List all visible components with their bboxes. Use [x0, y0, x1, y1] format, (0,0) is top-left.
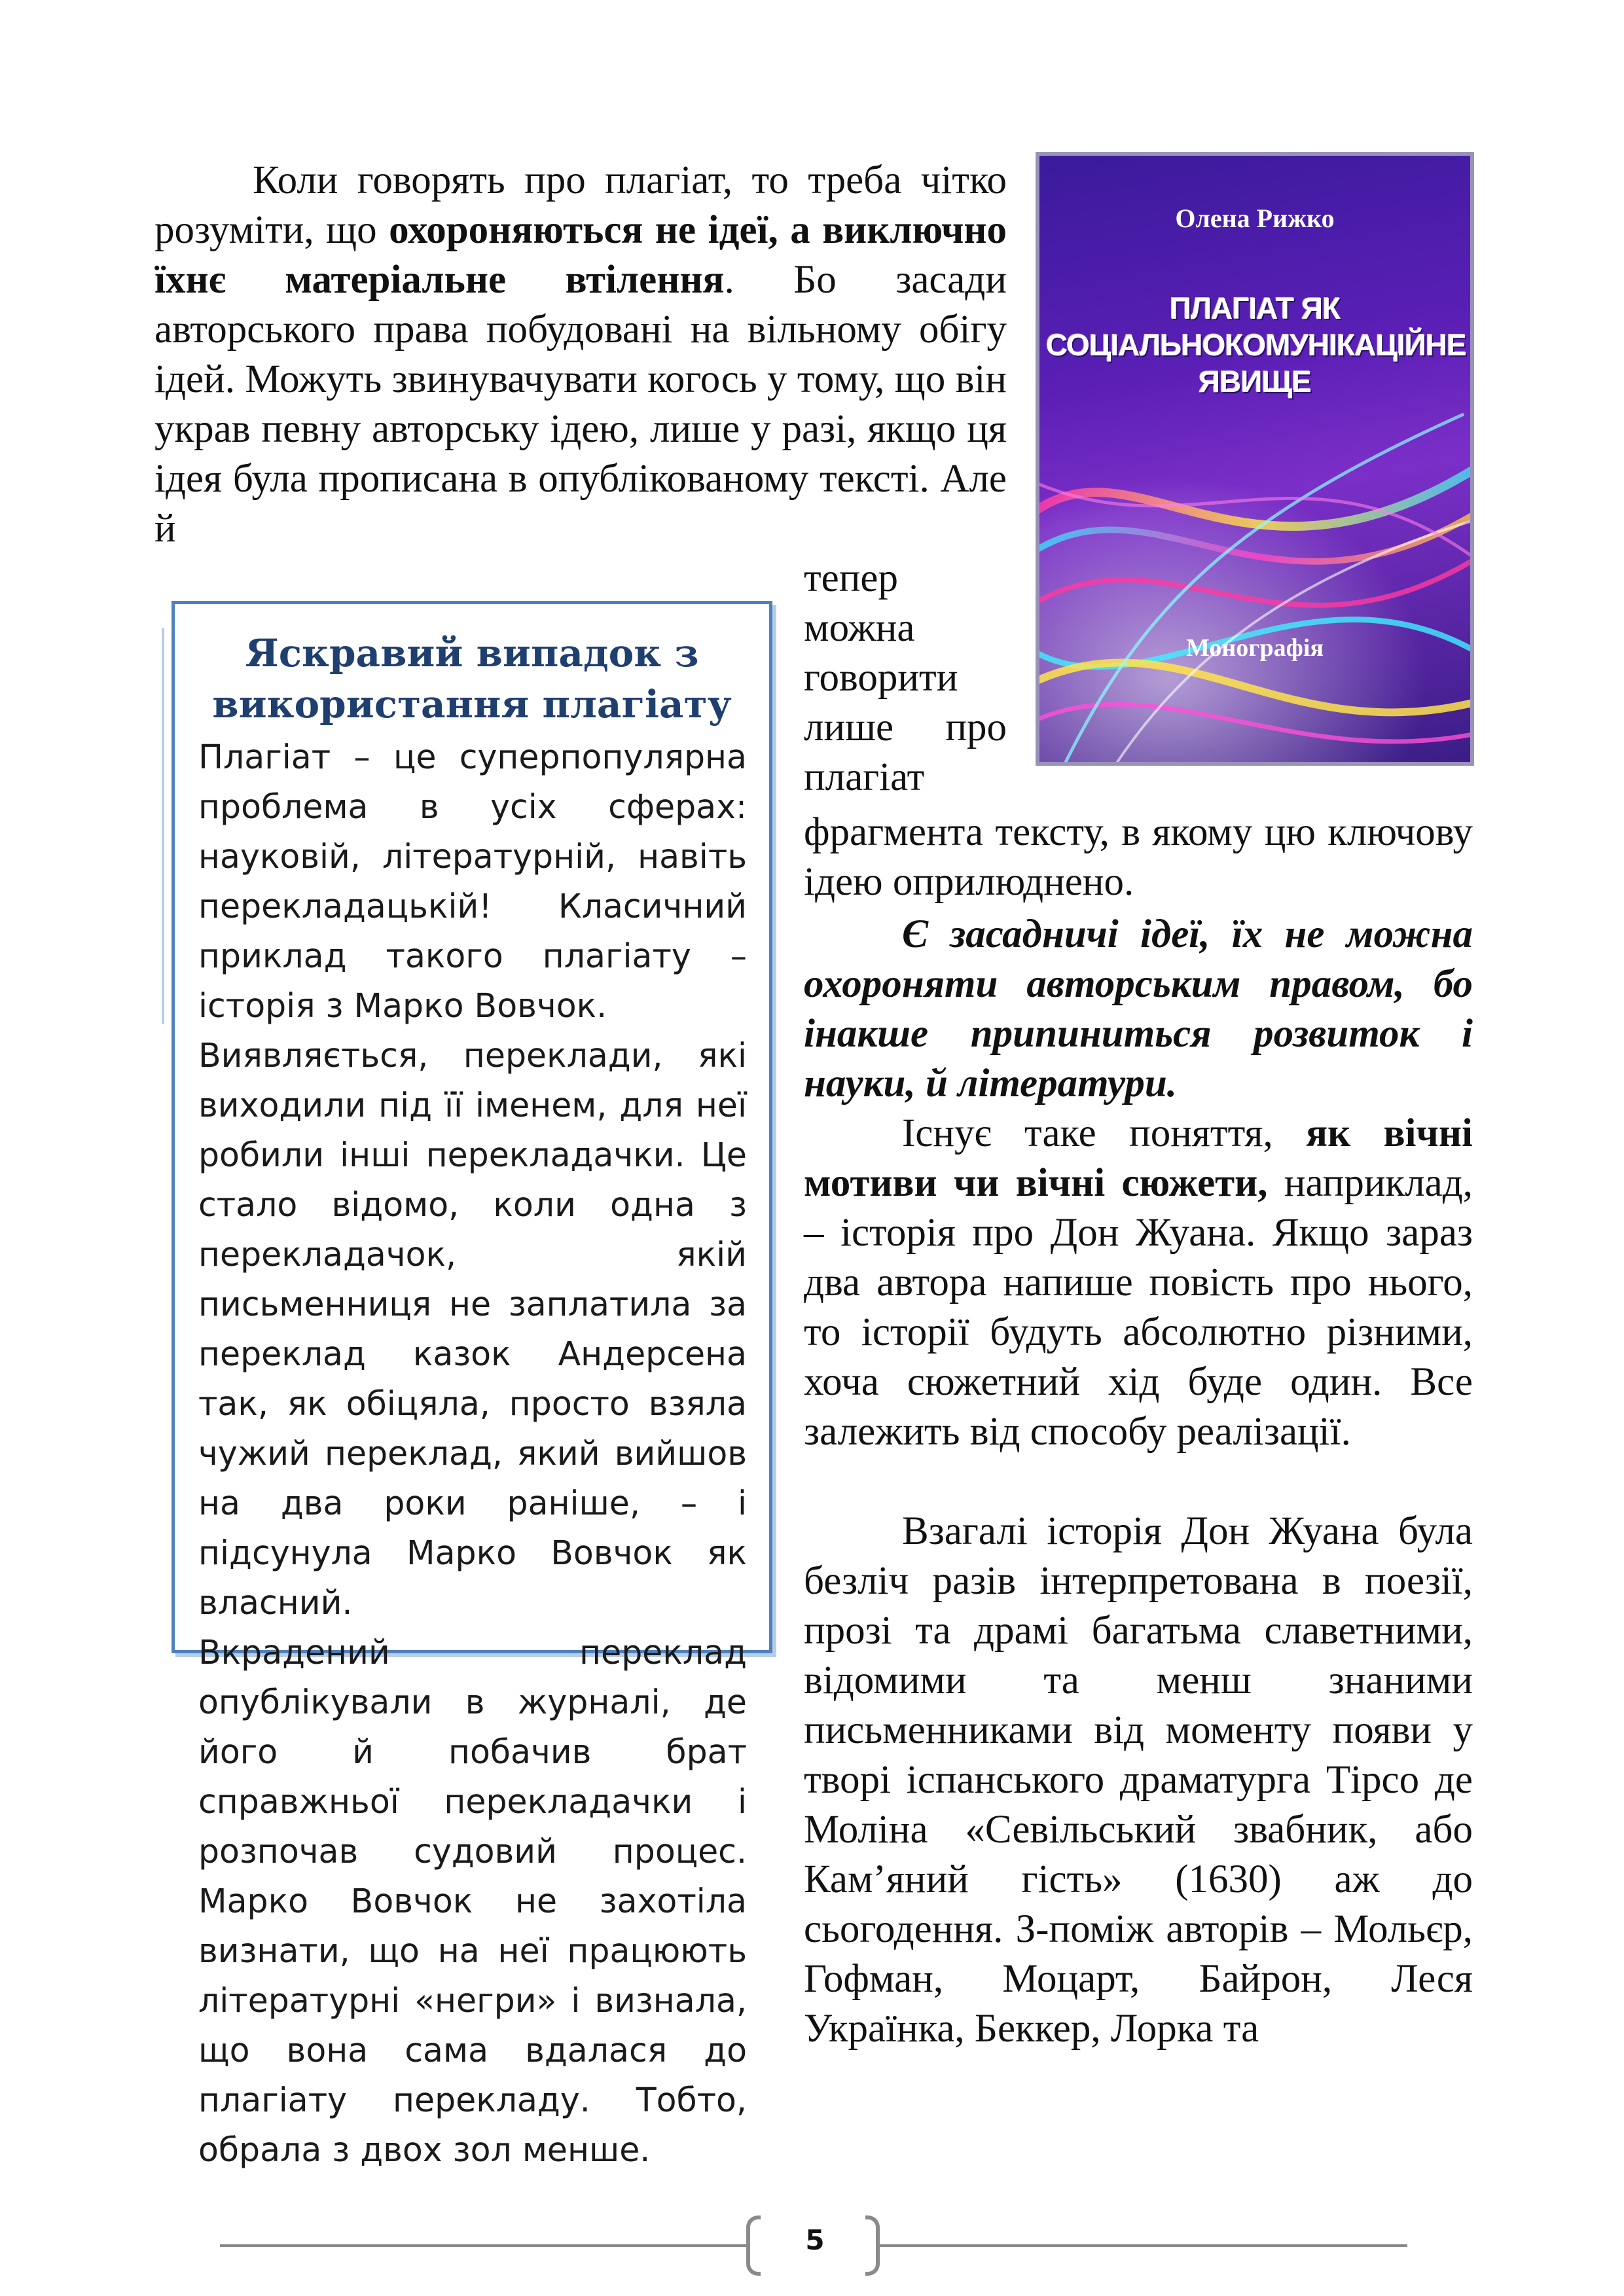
sidebar-title: Яскравий випадок з використання плагіату [212, 631, 732, 726]
intro-lead: Коли говорять про плагіат, то треба чітко розуміти, що [154, 158, 1007, 252]
sidebar-paragraph: Вкрадений переклад опублікували в журналі, де його й побачив брат справжньої перекладачки і розпочав судовий процес. Марко Вовчок не захотіла визнати, що на неї працюють літературні «негри» і визнала, що вона сама вдалася до плагіату перекладу. Тобто, обрала з двох зол менше. [198, 1633, 747, 2169]
don-juan-paragraph: Взагалі історія Дон Жуана була безліч разів інтерпретована в поезії, прозі та драмі багатьма славетними, відомими та менш знаними письменниками від моменту появи у творі іспанського драматурга Тірсо де Моліна «Севільський звабник, або Кам’яний гість» (1630) аж до сьогодення. З-поміж авторів – Мольєр, Гофман, Моцарт, Байрон, Леся Українка, Беккер, Лорка та [804, 1509, 1473, 2051]
motifs-lead: Існує таке поняття, [902, 1111, 1307, 1155]
motifs-paragraph [804, 1109, 1473, 1457]
page-number: 5 [805, 2224, 825, 2256]
motifs-rest: наприклад, – історія про Дон Жуана. Якщо зараз два автора напише повість про нього, то історії будуть абсолютно різними, хоча сюжетний хід буде один. Все залежить від способу реалізації. [804, 1161, 1473, 1454]
sidebar-box [171, 601, 772, 2169]
sidebar-paragraph: Виявляється, переклади, які виходили під її іменем, для неї робили інші перекладачки. Це стало відомо, коли одна з перекладачок, якій письменниця не заплатила за переклад казок Андерсена так, як обіцяла, просто взяла чужий переклад, який вийшов на два роки раніше, – і підсунула Марко Вовчок як власний. [198, 1036, 747, 1622]
narrow-line-5: плагіат [804, 755, 925, 799]
sidebar-accent-bar [162, 628, 164, 1024]
intro-paragraph [154, 156, 1007, 554]
principle-quote: Є засадничі ідеї, їх не можна охороняти авторським правом, бо інакше припиниться розвиток і науки, й літератури. [804, 912, 1473, 1105]
footer-rule-right [878, 2244, 1407, 2247]
footer-rule-left [220, 2244, 748, 2247]
narrow-line-2: можна [804, 606, 915, 650]
book-cover-image [1036, 152, 1474, 766]
intro-rest: . Бо засади авторського права побудовані на вільному обігу ідей. Можуть звинувачувати когось у тому, що він украв певну авторську ідею, лише у разі, якщо ця ідея була прописана в опублікованому тексті. Але й [154, 258, 1007, 550]
cover-author: Олена Рижко [1175, 204, 1335, 233]
intro-tail: фрагмента тексту, в якому цю ключову ідею оприлюднено. [804, 810, 1473, 904]
motifs-bold: як вічні мотиви чи вічні сюжети, [804, 1111, 1473, 1205]
narrow-line-4: лише про [804, 706, 1007, 749]
footer-bracket-left [746, 2215, 761, 2276]
cover-light-streaks [1039, 156, 1470, 762]
narrow-line-1: тепер [804, 556, 898, 600]
intro-bold: охороняються не ідеї, а виключно їхнє матеріальне втілення [154, 208, 1007, 302]
footer-bracket-right [865, 2215, 880, 2276]
sidebar-body [198, 732, 747, 2175]
sidebar-paragraph: Плагіат – це суперпопулярна проблема в усіх сферах: науковій, літературній, навіть перекладацькій! Класичний приклад такого плагіату – історія з Марко Вовчок. [198, 738, 747, 1025]
narrow-line-3: говорити [804, 656, 958, 700]
cover-title: ПЛАГІАТ ЯК СОЦІАЛЬНОКОМУНІКАЦІЙНЕ ЯВИЩЕ [1046, 291, 1466, 399]
cover-genre: Монографія [1185, 634, 1324, 662]
